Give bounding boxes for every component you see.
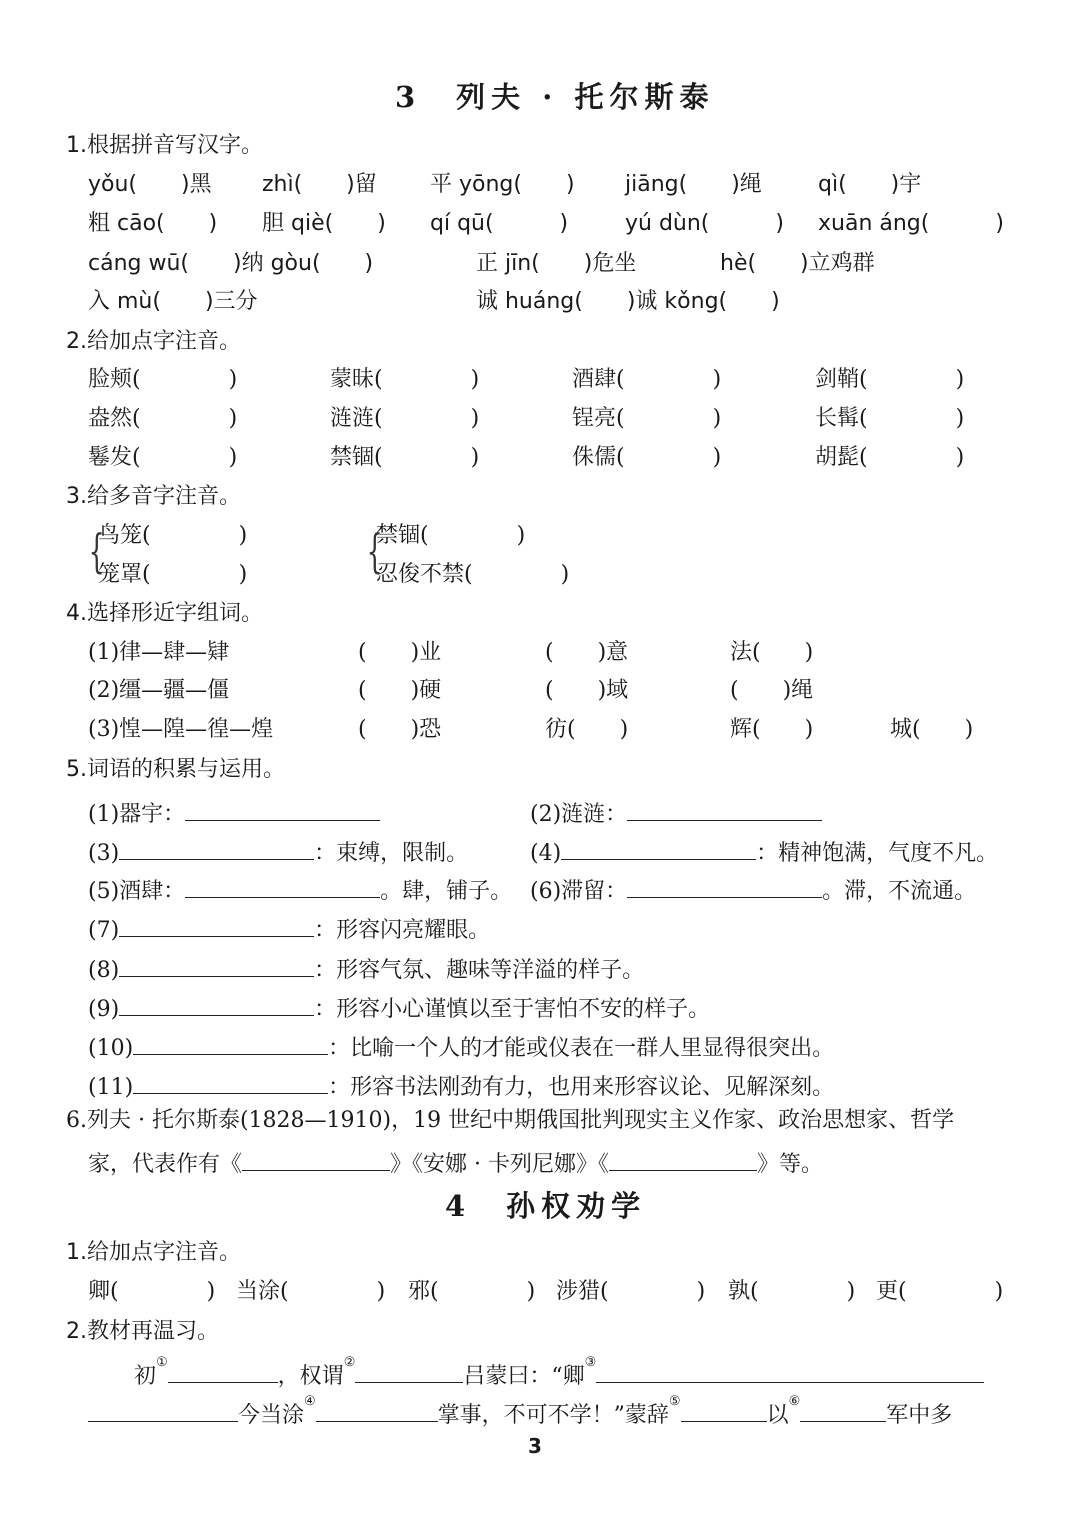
q5-definition: ：束缚，限制。 [314, 841, 469, 866]
left-brace-icon: { [366, 524, 383, 578]
q5-label: (9) [88, 997, 120, 1022]
passage-text: 初 [134, 1364, 157, 1389]
l4-q2-heading: 2.教材再温习。 [66, 1319, 219, 1344]
q2-item: 胡髭( ) [815, 445, 965, 470]
passage-text: 今当涂 [238, 1403, 305, 1428]
lesson4-title: 4 孙权劝学 [445, 1189, 647, 1223]
q5-row [88, 914, 490, 942]
answer-blank[interactable] [119, 914, 314, 937]
answer-blank[interactable] [627, 875, 822, 898]
q5-label: (10) [88, 1036, 134, 1061]
l4-q1-item: 卿( ) [88, 1279, 216, 1304]
footnote-mark: ③ [584, 1355, 597, 1370]
q5-definition: 。滞，不流通。 [822, 879, 977, 904]
q5-label: (2)涟涟： [530, 802, 628, 827]
q3-item: 鸟笼( ) [98, 523, 248, 548]
l4-q1-item: 孰( ) [728, 1279, 856, 1304]
passage-text: 掌事，不可不学！”蒙辞 [437, 1403, 669, 1428]
q2-item: 长髯( ) [815, 406, 965, 431]
q2-item: 锃亮( ) [572, 406, 722, 431]
q3-item: 忍俊不禁( ) [376, 562, 570, 587]
answer-blank[interactable] [88, 1399, 238, 1422]
q1-heading: 1.根据拼音写汉字。 [66, 133, 263, 158]
passage-text: 军中多 [886, 1403, 953, 1428]
q5-definition: ：形容小心谨慎以至于害怕不安的样子。 [314, 997, 711, 1022]
q6-text: 》《安娜 · 卡列尼娜》《 [390, 1152, 609, 1177]
q5-label: (11) [88, 1075, 134, 1100]
q5-row [88, 954, 644, 982]
l4-q1-heading: 1.给加点字注音。 [66, 1240, 241, 1265]
l4-q1-item: 更( ) [876, 1279, 1004, 1304]
q1-item: xuān áng( ) [818, 211, 1004, 236]
l4-q1-item: 邪( ) [408, 1279, 536, 1304]
q1-item: 正 jīn( )危坐 [476, 251, 637, 276]
q1-item: yú dùn( ) [625, 211, 784, 236]
q5-label: (6)滞留： [530, 879, 628, 904]
q1-item: 胆 qiè( ) [262, 211, 386, 236]
footnote-mark: ② [343, 1355, 356, 1370]
q1-item: zhì( )留 [262, 172, 377, 197]
q5-label: (7) [88, 918, 120, 943]
l4-q2-line [134, 1355, 984, 1389]
q2-item: 鬈发( ) [88, 445, 238, 470]
q5-row [88, 837, 468, 865]
l4-q1-item: 当涂( ) [236, 1279, 386, 1304]
q2-item: 酒肆( ) [572, 367, 722, 392]
q1-item: hè( )立鸡群 [720, 251, 875, 276]
answer-blank[interactable] [800, 1399, 886, 1422]
q5-definition: ：比喻一个人的才能或仪表在一群人里显得很突出。 [328, 1036, 835, 1061]
q4-blank: 彷( ) [545, 717, 629, 742]
answer-blank[interactable] [561, 837, 756, 860]
footnote-mark: ⑤ [668, 1394, 681, 1409]
q4-blank: 城( ) [890, 717, 974, 742]
q4-group: (3)惶—隍—徨—煌 [88, 717, 274, 742]
answer-blank[interactable] [316, 1399, 438, 1422]
q5-row [88, 798, 380, 826]
q6-line [88, 1148, 823, 1176]
q1-item: 平 yōng( ) [430, 172, 575, 197]
q4-group: (1)律—肆—肄 [88, 640, 230, 665]
q5-definition: 。肆，铺子。 [380, 879, 513, 904]
q4-heading: 4.选择形近字组词。 [66, 601, 263, 626]
q5-definition: ：精神饱满，气度不凡。 [756, 841, 999, 866]
answer-blank[interactable] [185, 875, 380, 898]
q1-item: 诚 huáng( )诚 kǒng( ) [476, 289, 780, 314]
passage-text: 吕蒙曰：“卿 [463, 1364, 585, 1389]
q4-blank: ( )恐 [358, 717, 442, 742]
q5-row [530, 798, 822, 826]
q1-item: 入 mù( )三分 [88, 289, 258, 314]
q2-item: 蒙昧( ) [330, 367, 480, 392]
q5-label: (3) [88, 841, 120, 866]
q5-row [88, 875, 512, 903]
q2-heading: 2.给加点字注音。 [66, 329, 241, 354]
q5-heading: 5.词语的积累与运用。 [66, 757, 285, 782]
q2-item: 脸颊( ) [88, 367, 238, 392]
footnote-mark: ① [156, 1355, 168, 1370]
q6-text: 家，代表作有《 [88, 1152, 243, 1177]
q5-label: (1)器宇： [88, 802, 186, 827]
q1-item: qì( )宇 [818, 172, 922, 197]
q4-blank: ( )业 [358, 640, 442, 665]
q2-item: 禁锢( ) [330, 445, 480, 470]
q5-definition: ：形容闪亮耀眼。 [314, 918, 491, 943]
l4-q2-line [88, 1394, 953, 1428]
q2-item: 涟涟( ) [330, 406, 480, 431]
q3-item: 禁锢( ) [376, 523, 526, 548]
l4-q1-item: 涉猎( ) [556, 1279, 706, 1304]
q5-row [530, 875, 976, 903]
q1-item: qí qū( ) [430, 211, 569, 236]
q5-definition: ：形容书法刚劲有力，也用来形容议论、见解深刻。 [328, 1075, 835, 1100]
answer-blank[interactable] [119, 954, 314, 977]
q3-heading: 3.给多音字注音。 [66, 484, 241, 509]
answer-blank[interactable] [681, 1399, 767, 1422]
q4-blank: ( )域 [545, 678, 629, 703]
answer-blank[interactable] [133, 1032, 328, 1055]
answer-blank[interactable] [627, 798, 822, 821]
left-brace-icon: { [88, 524, 105, 578]
q1-item: yǒu( )黑 [88, 172, 212, 197]
q1-item: jiāng( )绳 [625, 172, 762, 197]
answer-blank[interactable] [596, 1360, 984, 1383]
answer-blank[interactable] [609, 1148, 757, 1171]
passage-text: 以 [766, 1403, 789, 1428]
q5-definition: ：形容气氛、趣味等洋溢的样子。 [314, 958, 645, 983]
lesson3-title: 3 列夫 · 托尔斯泰 [395, 80, 715, 114]
q2-item: 盎然( ) [88, 406, 238, 431]
answer-blank[interactable] [133, 1071, 328, 1094]
q4-blank: 法( ) [730, 640, 814, 665]
answer-blank[interactable] [185, 798, 380, 821]
q3-item: 笼罩( ) [98, 562, 248, 587]
q5-label: (8) [88, 958, 120, 983]
q5-row [88, 1071, 834, 1099]
q2-item: 剑鞘( ) [815, 367, 965, 392]
q5-row [88, 993, 710, 1021]
q4-group: (2)缰—疆—僵 [88, 678, 230, 703]
answer-blank[interactable] [119, 993, 314, 1016]
footnote-mark: ⑥ [788, 1394, 801, 1409]
q6-line: 6.列夫 · 托尔斯泰(1828—1910)，19 世纪中期俄国批判现实主义作家、政治思想家、哲学 [66, 1108, 955, 1133]
q6-text: 》等。 [757, 1152, 824, 1177]
q4-blank: 辉( ) [730, 717, 814, 742]
answer-blank[interactable] [168, 1360, 278, 1383]
answer-blank[interactable] [242, 1148, 390, 1171]
q1-item: 粗 cāo( ) [88, 211, 218, 236]
q5-label: (4) [530, 841, 562, 866]
q2-item: 侏儒( ) [572, 445, 722, 470]
q4-blank: ( )意 [545, 640, 629, 665]
footnote-mark: ④ [304, 1394, 316, 1409]
page-number: 3 [528, 1434, 542, 1458]
answer-blank[interactable] [355, 1360, 463, 1383]
passage-text: ，权谓 [277, 1364, 344, 1389]
q5-label: (5)酒肆： [88, 879, 186, 904]
answer-blank[interactable] [119, 837, 314, 860]
q4-blank: ( )绳 [730, 678, 814, 703]
q5-row [530, 837, 998, 865]
q5-row [88, 1032, 834, 1060]
q1-item: cáng wū( )纳 gòu( ) [88, 251, 374, 276]
q4-blank: ( )硬 [358, 678, 442, 703]
